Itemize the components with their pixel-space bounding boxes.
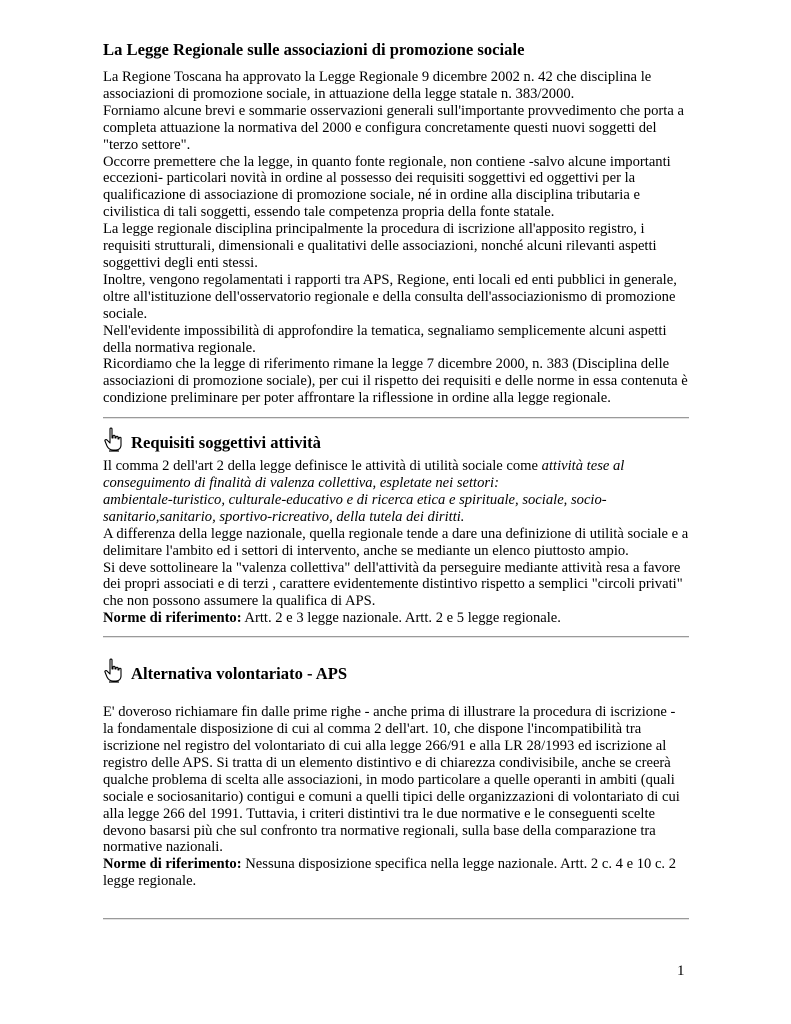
sectors-list [103,492,689,526]
intro-paragraph: La Regione Toscana ha approvato la Legge Regionale 9 dicembre 2002 n. 42 che disciplina le associazioni di promozione sociale, in attuazione della legge statale n. 383/2000. [103,69,652,102]
body-paragraph: Si deve sottolineare la "valenza collettiva" dell'attività da perseguire mediante attività resa a favore dei propri associati e di terzi , carattere evidentemente distintivo rispetto a semplici "circoli privati" che non possono assumere la qualifica di APS. [103,559,683,610]
section-heading [103,427,689,453]
norme-label: Norme di riferimento: [103,856,242,873]
section-alternativa [103,658,689,890]
section-heading [103,658,689,684]
intro-paragraph: Forniamo alcune brevi e sommarie osservazioni generali sull'importante provvedimento che porta a completa attuazione la normativa del 2000 e configura concretamente questi nuovi soggetti del "terzo settore". [103,102,684,153]
pointing-hand-icon [103,427,125,453]
definition-italic: attività tese al conseguimento di finalità di valenza collettiva, espletate nei settori: [103,458,625,492]
section-title: Requisiti soggettivi attività [131,433,321,453]
norme-label: Norme di riferimento: [103,610,242,627]
intro-paragraph: Ricordiamo che la legge di riferimento rimane la legge 7 dicembre 2000, n. 383 (Disciplina delle associazioni di promozione sociale), per cui il rispetto dei requisiti e delle norme in essa contenuta è condizione preliminare per poter affrontare la riflessione in ordine alla legge regionale. [103,356,688,407]
section-requisiti [103,427,689,627]
section-divider [103,918,689,920]
definition-text: Il comma 2 dell'art 2 della legge definisce le attività di utilità sociale come [103,458,542,475]
norme-text: Artt. 2 e 3 legge nazionale. Artt. 2 e 5 legge regionale. [241,610,561,627]
norme-text: Nessuna disposizione specifica nella legge nazionale. Artt. 2 c. 4 e 10 c. 2 legge regionale. [103,856,677,890]
page-number: 1 [677,963,685,979]
sectors-italic: ambientale-turistico, culturale-educativo e di ricerca etica e spirituale, sociale, socio-sanitario,sanitario, sportivo-ricreativo, della tutela dei diritti. [103,491,607,525]
intro-paragraph: La legge regionale disciplina principalmente la procedura di iscrizione all'apposito registro, i requisiti strutturali, dimensionali e qualitativi delle associazioni, nonché alcuni rilevanti aspetti soggettivi degli enti stessi. [103,221,657,271]
intro-section [103,69,689,407]
intro-paragraph: Nell'evidente impossibilità di approfondire la tematica, segnaliamo semplicemente alcuni aspetti della normativa regionale. [103,322,667,356]
intro-paragraph: Occorre premettere che la legge, in quanto fonte regionale, non contiene -salvo alcune importanti eccezioni- particolari novità in ordine al possesso dei requisiti soggettivi ed oggettivi per la qualificazione di associazione di promozione sociale, né in ordine alla disciplina tributaria e civilistica di tali soggetti, essendo tale competenza propria della fonte statale. [103,153,671,221]
document-title: La Legge Regionale sulle associazioni di promozione sociale [103,40,525,59]
section-divider [103,417,689,419]
body-paragraph [103,458,689,492]
section-title: Alternativa volontariato - APS [131,664,348,684]
section-divider [103,636,689,638]
body-paragraph: A differenza della legge nazionale, quella regionale tende a dare una definizione di utilità sociale e a delimitare l'ambito ed i settori di intervento, anche se mediante un elenco piuttosto ampio. [103,525,689,559]
pointing-hand-icon [103,658,125,684]
body-paragraph: E' doveroso richiamare fin dalle prime righe - anche prima di illustrare la procedura di iscrizione - la fondamentale disposizione di cui al comma 2 dell'art. 10, che dispone l'incompatibilità tra iscrizione nel registro del volontariato di cui alla legge 266/91 e alla LR 28/1993 ed iscrizione al registro delle APS. Si tratta di un elemento distintivo e di chiarezza condivisibile, anche se creerà qualche problema di scelta alle associazioni, in modo particolare a quelle operanti in ambiti (quali sociale e sociosanitario) contigui e comuni a quelli tipici delle organizzazioni di volontariato di cui alla legge 266 del 1991. Tuttavia, i criteri distintivi tra le due normative e le conseguenti scelte devono basarsi più che sul confronto tra normative regionali, sulla base della comparazione tra normative nazionali. [103,704,680,856]
norme-riferimento [103,610,689,627]
intro-paragraph: Inoltre, vengono regolamentati i rapporti tra APS, Regione, enti locali ed enti pubblici in generale, oltre all'istituzione dell'osservatorio regionale e della consulta dell'associazionismo di promozione sociale. [103,271,677,322]
norme-riferimento [103,856,689,890]
document-page [103,40,689,920]
